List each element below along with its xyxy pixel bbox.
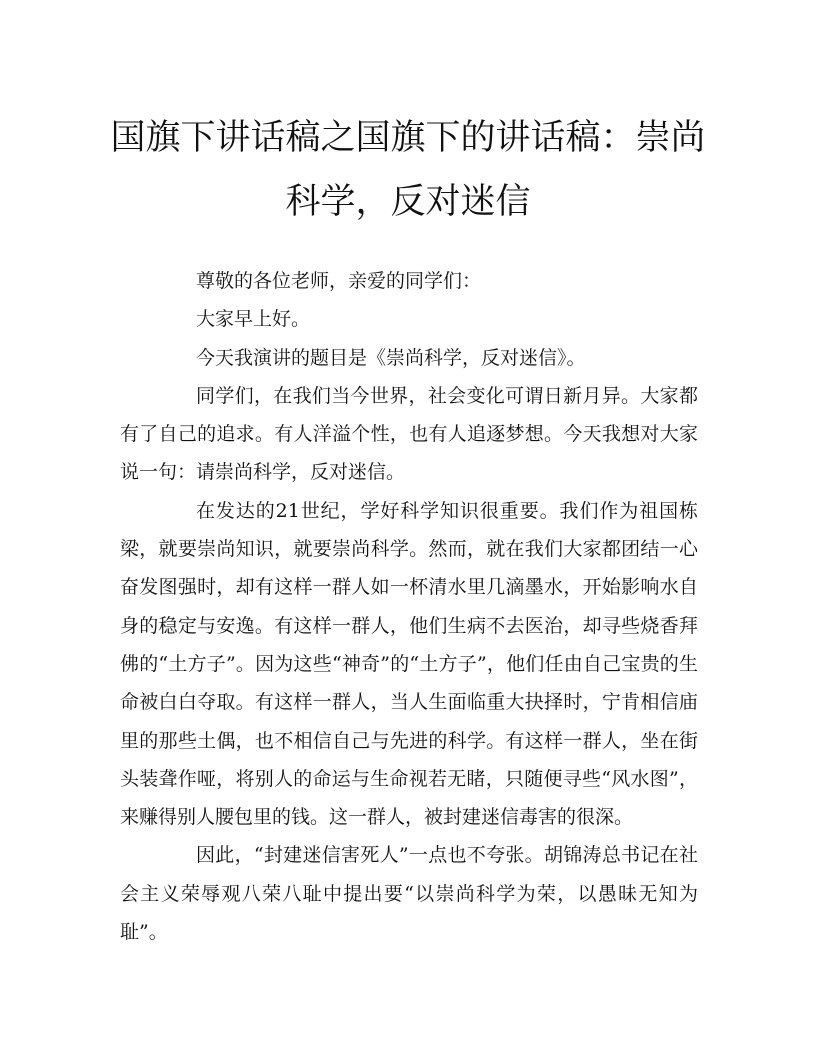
- document-title: [110, 106, 706, 234]
- body-paragraph: 因此，“封建迷信害死人”一点也不夸张。胡锦涛总书记在社会主义荣辱观八荣八耻中提出要“以崇尚科学为荣，以愚昧无知为耻”。: [120, 844, 698, 944]
- title-line-1: 国旗下讲话稿之国旗下的讲话稿：崇尚: [110, 118, 706, 158]
- body-paragraph: 同学们，在我们当今世界，社会变化可谓日新月异。大家都有了自己的追求。有人洋溢个性，也有人追逐梦想。今天我想对大家说一句：请崇尚科学，反对迷信。: [120, 384, 698, 484]
- topic-paragraph: 今天我演讲的题目是《崇尚科学，反对迷信》。: [196, 346, 586, 369]
- title-line-2: 科学，反对迷信: [285, 182, 531, 222]
- salutation-paragraph: 尊敬的各位老师，亲爱的同学们：: [196, 270, 482, 292]
- greeting-paragraph: 大家早上好。: [196, 308, 311, 331]
- body-paragraph: 在发达的21世纪，学好科学知识很重要。我们作为祖国栋梁，就要崇尚知识，就要崇尚科学。然而，就在我们大家都团结一心奋发图强时，却有这样一群人如一杯清水里几滴墨水，开始影响水自身的稳定与安逸。有这样一群人，他们生病不去医治，却寻些烧香拜佛的“土方子”。因为这些“神奇”的“土方子”，他们任由自己宝贵的生命被白白夺取。有这样一群人，当人生面临重大抉择时，宁肯相信庙里的那些土偶，也不相信自己与先进的科学。有这样一群人，坐在街头装聋作哑，将别人的命运与生命视若无睹，只随便寻些“风水图”，来赚得别人腰包里的钱。这一群人，被封建迷信毒害的很深。: [120, 499, 698, 829]
- document-body: [120, 262, 698, 951]
